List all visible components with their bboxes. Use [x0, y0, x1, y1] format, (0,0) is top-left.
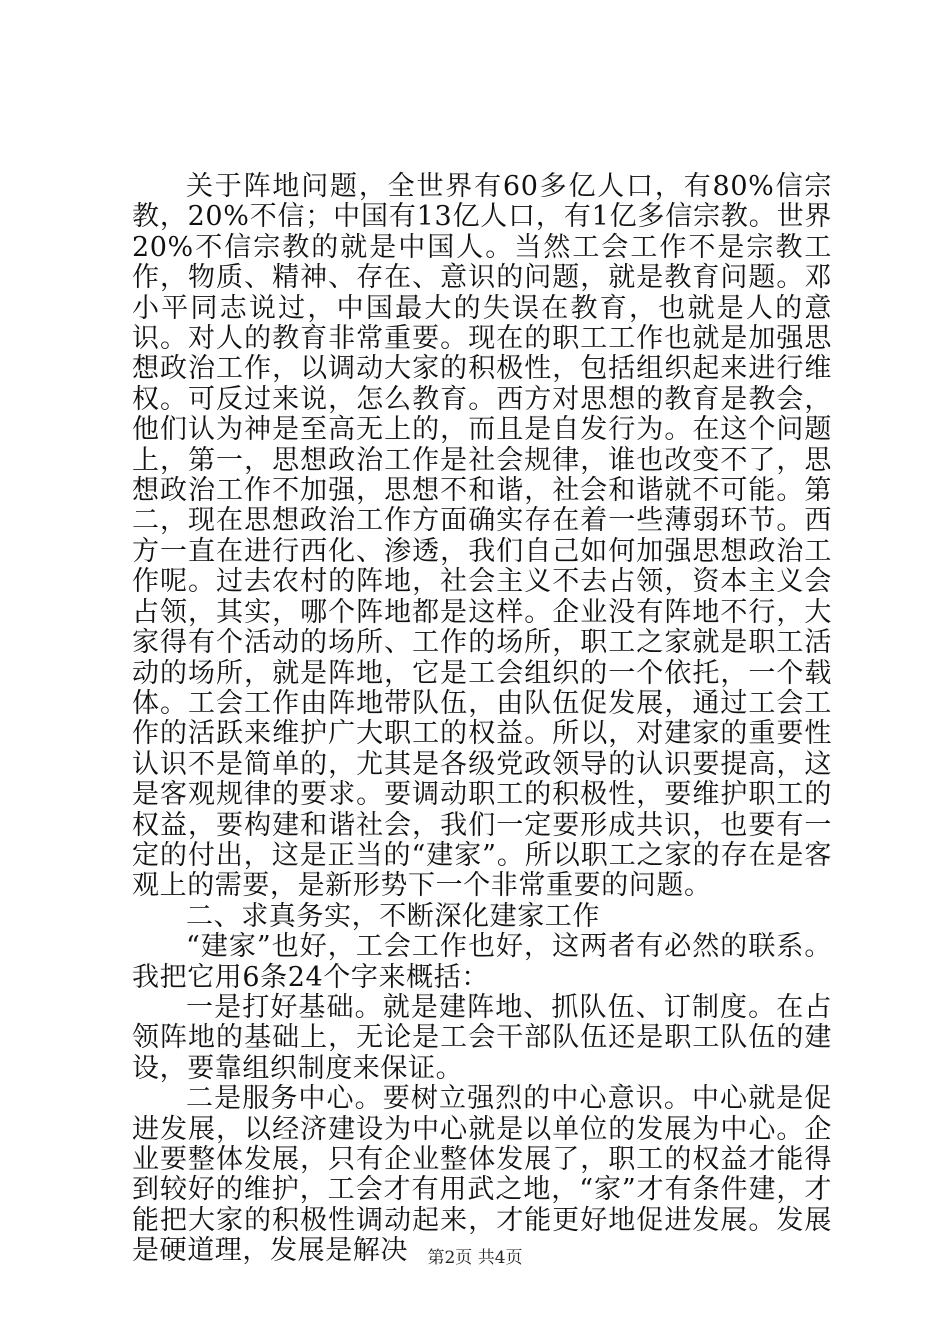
paragraph-4: 二是服务中心。要树立强烈的中心意识。中心就是促进发展，以经济建设为中心就是以单位的发展为中心。企业要整体发展，只有企业整体发展了，职工的权益才能得到较好的维护，工会才有用武之地，“家”才有条件建，才能把大家的积极性调动起来，才能更好地促进发展。发展是硬道理，发展是解决 — [132, 1083, 832, 1267]
body-text — [132, 172, 832, 1267]
paragraph-1: 关于阵地问题，全世界有60多亿人口，有80%信宗教，20%不信；中国有13亿人口，有1亿多信宗教。世界20%不信宗教的就是中国人。当然工会工作不是宗教工作，物质、精神、存在、意识的问题，就是教育问题。邓小平同志说过，中国最大的失误在教育，也就是人的意识。对人的教育非常重要。现在的职工工作也就是加强思想政治工作，以调动大家的积极性，包括组织起来进行维权。可反过来说，怎么教育。西方对思想的教育是教会，他们认为神是至高无上的，而且是自发行为。在这个问题上，第一，思想政治工作是社会规律，谁也改变不了，思想政治工作不加强，思想不和谐，社会和谐就不可能。第二，现在思想政治工作方面确实存在着一些薄弱环节。西方一直在进行西化、渗透，我们自己如何加强思想政治工作呢。过去农村的阵地，社会主义不去占领，资本主义会占领，其实，哪个阵地都是这样。企业没有阵地不行，大家得有个活动的场所、工作的场所，职工之家就是职工活动的场所，就是阵地，它是工会组织的一个依托，一个载体。工会工作由阵地带队伍，由队伍促发展，通过工会工作的活跃来维护广大职工的权益。所以，对建家的重要性认识不是简单的，尤其是各级党政领导的认识要提高，这是客观规律的要求。要调动职工的积极性，要维护职工的权益，要构建和谐社会，我们一定要形成共识，也要有一定的付出，这是正当的“建家”。所以职工之家的存在是客观上的需要，是新形势下一个非常重要的问题。 — [132, 171, 832, 902]
page-number: 第2页 共4页 — [427, 1248, 523, 1268]
paragraph-2: “建家”也好，工会工作也好，这两者有必然的联系。我把它用6条24个字来概括： — [132, 931, 832, 993]
paragraph-3: 一是打好基础。就是建阵地、抓队伍、订制度。在占领阵地的基础上，无论是工会干部队伍还是职工队伍的建设，要靠组织制度来保证。 — [132, 991, 832, 1084]
section-heading: 二、求真务实，不断深化建家工作 — [186, 900, 600, 932]
